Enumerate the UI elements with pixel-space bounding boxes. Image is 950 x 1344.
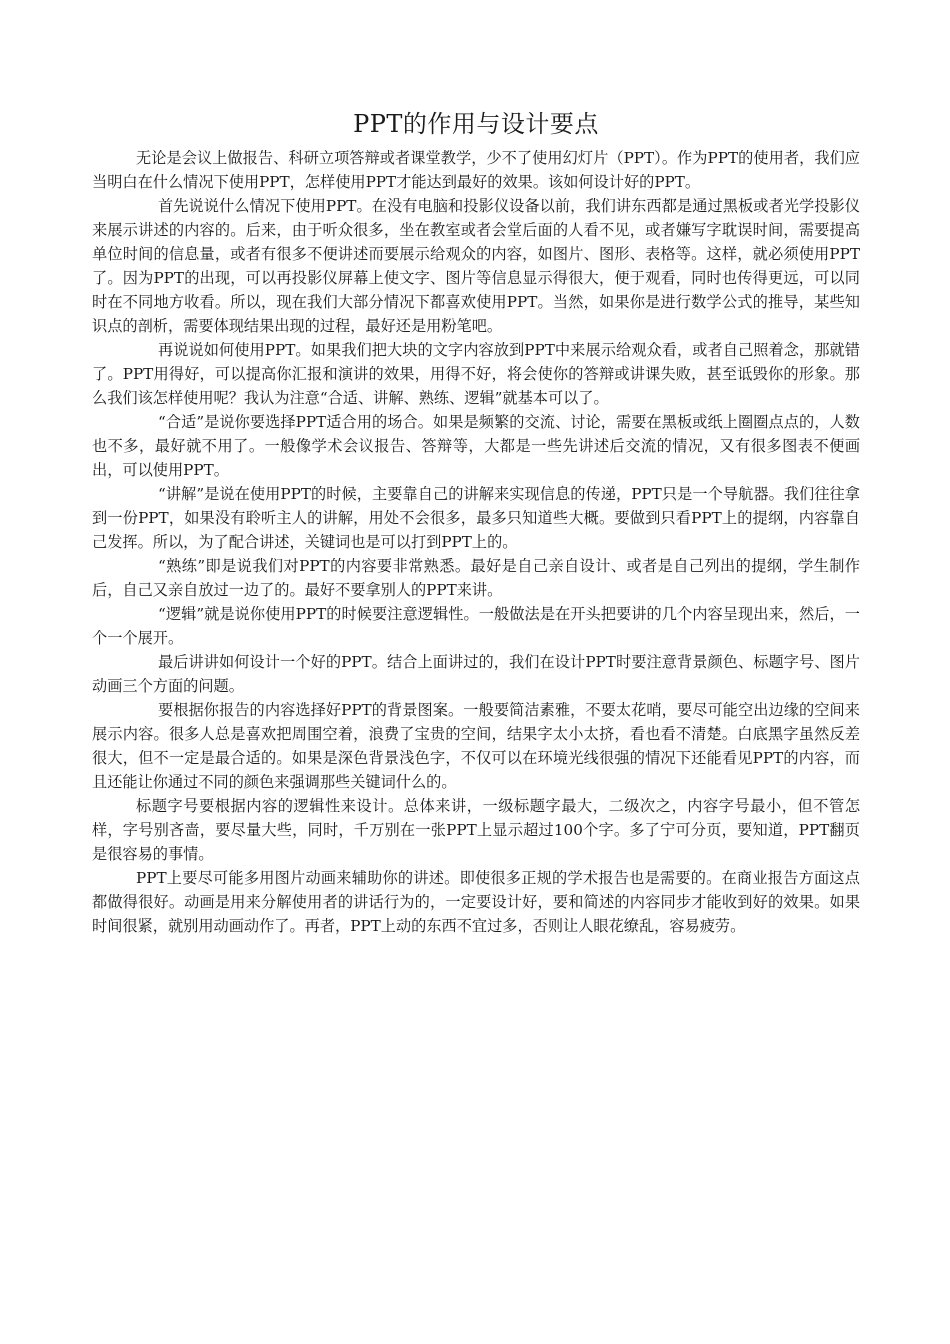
paragraph-animation: PPT上要尽可能多用图片动画来辅助你的讲述。即使很多正规的学术报告也是需要的。在商业报告方面这点都做得很好。动画是用来分解使用者的讲话行为的，一定要设计好，要和简述的内容同步才能收到好的效果。如果时间很紧，就别用动画动作了。再者，PPT上动的东西不宜过多，否则让人眼花缭乱，容易疲劳。: [92, 869, 860, 935]
paragraph-how-to-use: 再说说如何使用PPT。如果我们把大块的文字内容放到PPT中来展示给观众看，或者自己照着念，那就错了。PPT用得好，可以提高你汇报和演讲的效果，用得不好，将会使你的答辩或讲课失败，甚至诋毁你的形象。那么我们该怎样使用呢？我认为注意“合适、讲解、熟练、逻辑”就基本可以了。: [92, 341, 860, 407]
paragraph-font-size: 标题字号要根据内容的逻辑性来设计。总体来讲，一级标题字最大，二级次之，内容字号最小，但不管怎样，字号别吝啬，要尽量大些，同时，千万别在一张PPT上显示超过100个字。多了宁可分页，要知道，PPT翻页是很容易的事情。: [92, 797, 860, 863]
paragraph-background: 要根据你报告的内容选择好PPT的背景图案。一般要简洁素雅，不要太花哨，要尽可能空出边缘的空间来展示内容。很多人总是喜欢把周围空着，浪费了宝贵的空间，结果字太小太挤，看也看不清楚。白底黑字虽然反差很大，但不一定是最合适的。如果是深色背景浅色字，不仅可以在环境光线很强的情况下还能看见PPT的内容，而且还能让你通过不同的颜色来强调那些关键词什么的。: [92, 701, 860, 791]
paragraph-familiar: “熟练”即是说我们对PPT的内容要非常熟悉。最好是自己亲自设计、或者是自己列出的提纲，学生制作后，自己又亲自放过一边了的。最好不要拿别人的PPT来讲。: [92, 557, 860, 599]
paragraph-logic: “逻辑”就是说你使用PPT的时候要注意逻辑性。一般做法是在开头把要讲的几个内容呈现出来，然后，一个一个展开。: [92, 605, 860, 647]
paragraph-when-to-use: 首先说说什么情况下使用PPT。在没有电脑和投影仪设备以前，我们讲东西都是通过黑板或者光学投影仪来展示讲述的内容的。后来，由于听众很多，坐在教室或者会堂后面的人看不见，或者嫌写字耽误时间，需要提高单位时间的信息量，或者有很多不便讲述而要展示给观众的内容，如图片、图形、表格等。这样，就必须使用PPT了。因为PPT的出现，可以再投影仪屏幕上使文字、图片等信息显示得很大，便于观看，同时也传得更远，可以同时在不同地方收看。所以，现在我们大部分情况下都喜欢使用PPT。当然，如果你是进行数学公式的推导，某些知识点的剖析，需要体现结果出现的过程，最好还是用粉笔吧。: [92, 197, 860, 335]
paragraph-intro: 无论是会议上做报告、科研立项答辩或者课堂教学，少不了使用幻灯片（PPT）。作为PPT的使用者，我们应当明白在什么情况下使用PPT，怎样使用PPT才能达到最好的效果。该如何设计好的PPT。: [92, 149, 860, 191]
paragraph-design: 最后讲讲如何设计一个好的PPT。结合上面讲过的，我们在设计PPT时要注意背景颜色、标题字号、图片动画三个方面的问题。: [92, 653, 860, 695]
paragraph-suitable: “合适”是说你要选择PPT适合用的场合。如果是频繁的交流、讨论，需要在黑板或纸上圈圈点点的，人数也不多，最好就不用了。一般像学术会议报告、答辩等，大都是一些先讲述后交流的情况，又有很多图表不便画出，可以使用PPT。: [92, 413, 860, 479]
paragraph-explain: “讲解”是说在使用PPT的时候，主要靠自己的讲解来实现信息的传递，PPT只是一个导航器。我们往往拿到一份PPT，如果没有聆听主人的讲解，用处不会很多，最多只知道些大概。要做到只看PPT上的提纲，内容靠自己发挥。所以，为了配合讲述，关键词也是可以打到PPT上的。: [92, 485, 860, 551]
document-page: [92, 104, 860, 938]
document-title: PPT的作用与设计要点: [353, 110, 599, 138]
